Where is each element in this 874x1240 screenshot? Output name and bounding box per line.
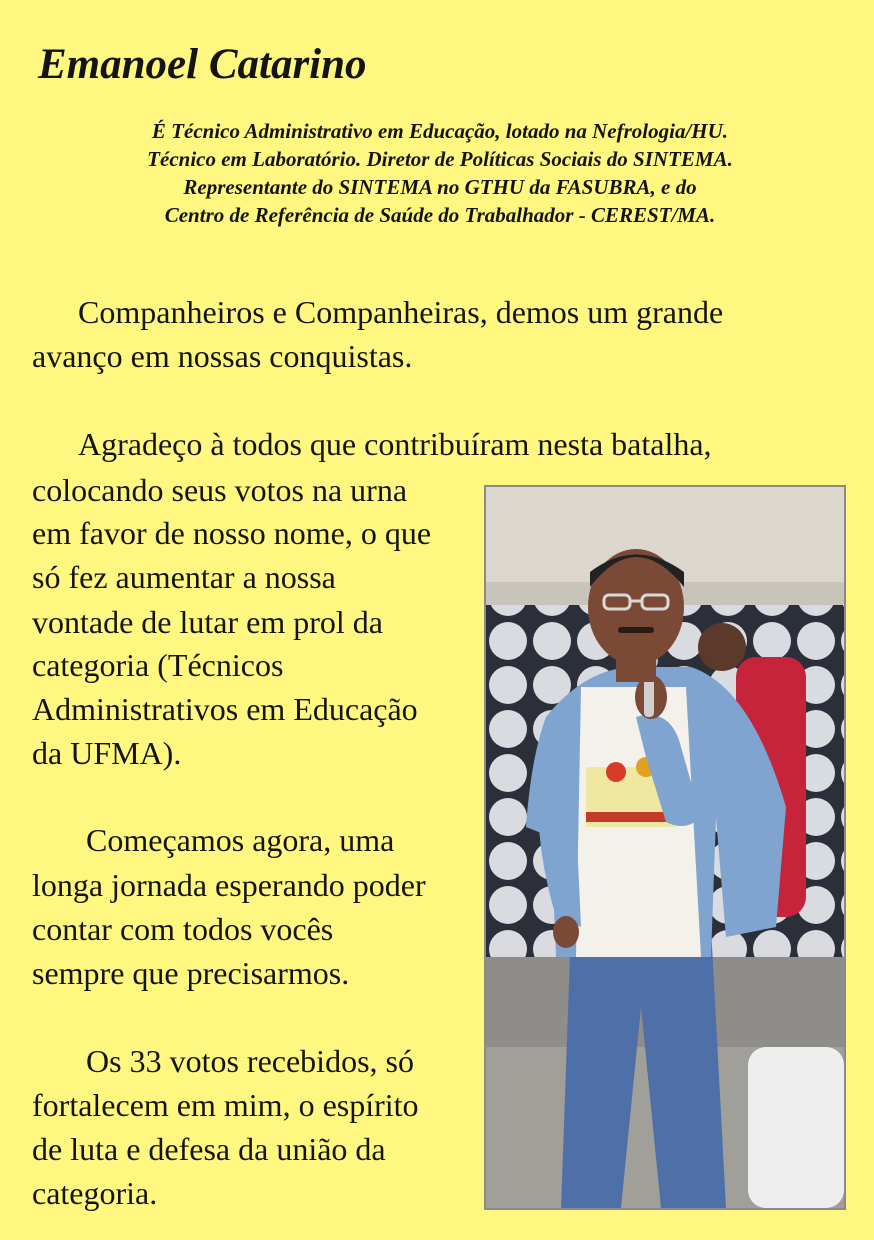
person-speaking-icon (486, 487, 844, 1208)
paragraph-2-line: vontade de lutar em prol da (32, 604, 383, 640)
paragraph-4-line: Os 33 votos recebidos, só (86, 1043, 414, 1079)
author-bio (40, 117, 840, 229)
paragraph-1-line: Companheiros e Companheiras, demos um grande (78, 294, 724, 330)
page-title: Emanoel Catarino (38, 41, 367, 88)
paragraph-2-line: colocando seus votos na urna (32, 472, 408, 508)
paragraph-4-line: categoria. (32, 1175, 158, 1211)
paragraph-1-line: avanço em nossas conquistas. (32, 338, 413, 374)
paragraph-2-line: categoria (Técnicos (32, 647, 284, 683)
speaker-photo (484, 485, 846, 1210)
paragraph-2-line: só fez aumentar a nossa (32, 559, 336, 595)
paragraph-4-line: de luta e defesa da união da (32, 1131, 386, 1167)
bio-line: É Técnico Administrativo em Educação, lotado na Nefrologia/HU. (151, 119, 729, 143)
paragraph-3-line: contar com todos vocês (32, 911, 334, 947)
paragraph-4-line: fortalecem em mim, o espírito (32, 1087, 419, 1123)
paragraph-2-line: Agradeço à todos que contribuíram nesta batalha, (78, 426, 712, 462)
bio-line: Técnico em Laboratório. Diretor de Políticas Sociais do SINTEMA. (147, 147, 733, 171)
paragraph-3-line: longa jornada esperando poder (32, 867, 426, 903)
paragraph-2-line: Administrativos em Educação (32, 691, 418, 727)
paragraph-2-line: da UFMA). (32, 735, 182, 771)
paragraph-2-line: em favor de nosso nome, o que (32, 515, 432, 551)
bio-line: Centro de Referência de Saúde do Trabalhador - CEREST/MA. (164, 203, 716, 227)
bio-line: Representante do SINTEMA no GTHU da FASUBRA, e do (183, 175, 697, 199)
paragraph-3-line: sempre que precisarmos. (32, 955, 350, 991)
paragraph-3-line: Começamos agora, uma (86, 822, 395, 858)
